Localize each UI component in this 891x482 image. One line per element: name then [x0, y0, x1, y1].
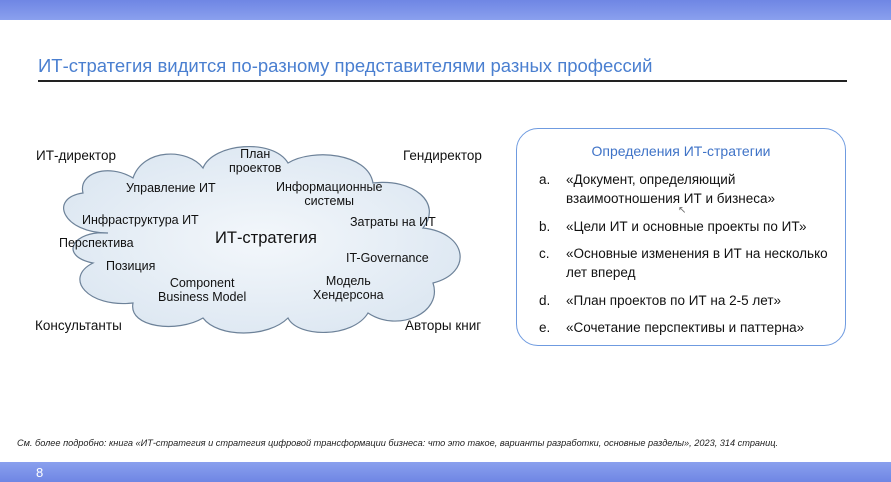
role-ceo: Гендиректор	[403, 148, 482, 163]
definition-text: «Цели ИТ и основные проекты по ИТ»	[566, 219, 807, 234]
role-it-director: ИТ-директор	[36, 148, 116, 163]
cloud-item-label: Component Business Model	[158, 276, 247, 304]
cloud-item-it-management	[126, 181, 216, 195]
cloud-item-label: Затраты на ИТ	[350, 215, 436, 229]
cloud-item-project-plan	[229, 147, 281, 175]
definition-letter: b.	[539, 219, 551, 234]
cloud-item-label: Информационные системы	[276, 180, 383, 208]
definition-letter: e.	[539, 320, 551, 335]
mouse-cursor-icon: ↖	[678, 205, 687, 216]
cloud-item-label: IT-Governance	[346, 251, 429, 265]
definition-text: «Сочетание перспективы и паттерна»	[566, 320, 805, 335]
cloud-item-position	[106, 259, 155, 273]
cloud-item-label: План проектов	[229, 147, 282, 175]
cloud-item-information-systems	[276, 180, 382, 208]
definition-letter: a.	[539, 172, 551, 187]
definitions-box	[516, 128, 846, 346]
role-book-authors: Авторы книг	[405, 318, 482, 333]
cloud-item-it-infrastructure	[82, 213, 199, 227]
top-bar	[0, 0, 891, 20]
definition-letter: d.	[539, 293, 551, 308]
cloud-item-label: Перспектива	[59, 236, 134, 250]
cloud-item-component-business-model	[158, 276, 246, 304]
cloud-item-label: Управление ИТ	[126, 181, 216, 195]
slide-title: ИТ-стратегия видится по-разному представителями разных профессий	[38, 55, 653, 76]
title-divider	[38, 80, 847, 82]
definition-text: «План проектов по ИТ на 2-5 лет»	[566, 293, 782, 308]
footnote: См. более подробно: книга «ИТ-стратегия и стратегия цифровой трансформации бизнеса: что это такое, варианты разработки, основные разделы», 2023, 314 страниц.	[17, 438, 779, 448]
cloud-item-it-costs	[350, 215, 436, 229]
definitions-title: Определения ИТ-стратегии	[591, 143, 771, 159]
cloud-item-henderson-model	[313, 274, 384, 302]
cloud-item-perspective	[59, 236, 134, 250]
cloud-item-label: Позиция	[106, 259, 156, 273]
cloud-item-label: Модель Хендерсона	[313, 274, 384, 302]
role-consultants: Консультанты	[35, 318, 122, 333]
definition-letter: c.	[539, 246, 550, 261]
page-number: 8	[36, 465, 44, 480]
cloud-center-label: ИТ-стратегия	[215, 229, 317, 247]
bottom-bar	[0, 462, 891, 482]
cloud-item-label: Инфраструктура ИТ	[82, 213, 199, 227]
definition-text: «Документ, определяющий взаимоотношения ИТ и бизнеса»	[566, 172, 775, 206]
definition-text: «Основные изменения в ИТ на несколько лет вперед	[566, 246, 828, 280]
cloud-item-it-governance	[346, 251, 429, 265]
